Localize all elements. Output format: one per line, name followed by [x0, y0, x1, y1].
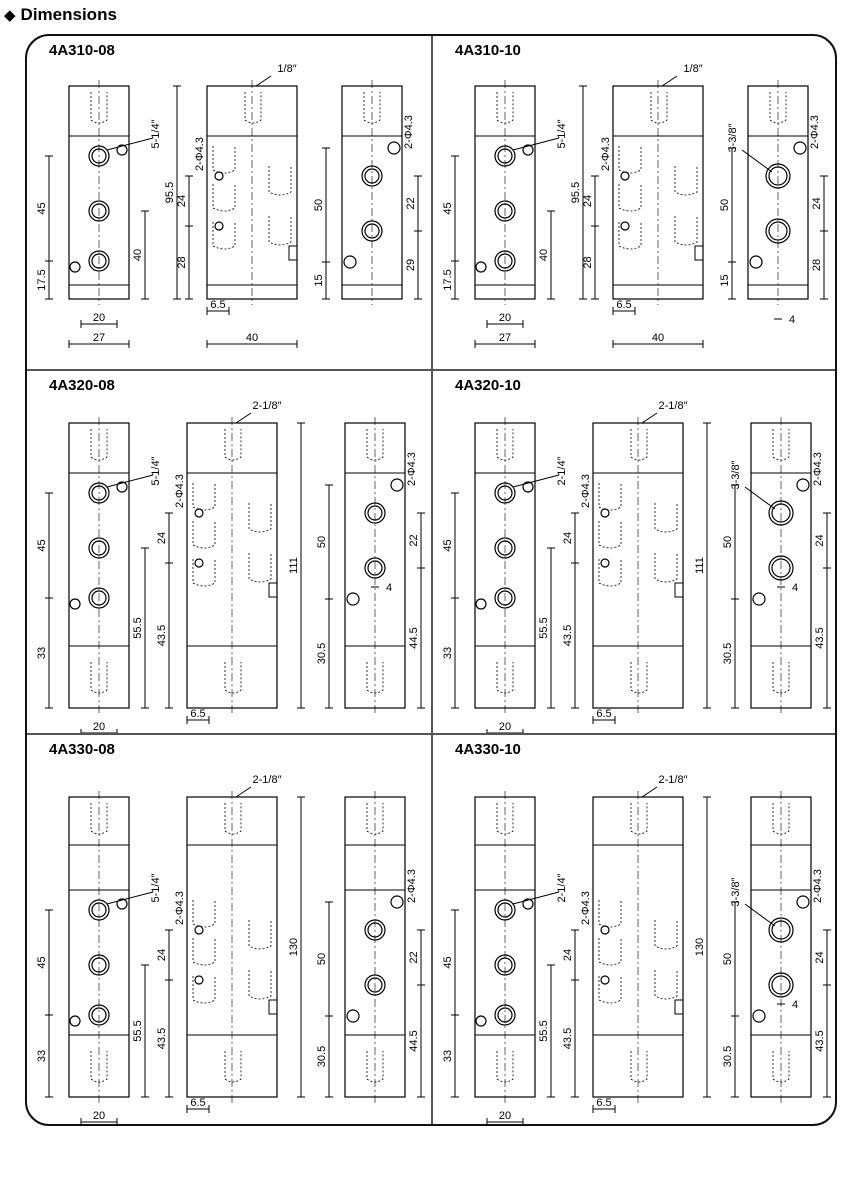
- drawing-group: [36, 774, 425, 1126]
- height-mid-label: 55.5: [132, 617, 144, 639]
- out-port-label: 1/8″: [683, 63, 703, 75]
- thread-hidden-line: [193, 938, 215, 965]
- in-port-label: 5-1/4″: [150, 119, 162, 149]
- panel-4a310-10: [433, 36, 837, 369]
- mount-hole-label: 2-Φ4.3: [600, 137, 612, 171]
- in-port-label: 5-1/4″: [150, 873, 162, 903]
- height-50-label: 50: [316, 535, 328, 549]
- panel-4a320-08: [27, 371, 431, 733]
- thread-hidden-line: [193, 559, 215, 586]
- width-27-label: 27: [92, 332, 106, 344]
- right-pitch-label: 22: [405, 197, 417, 210]
- model-title: 4A310-08: [49, 42, 115, 59]
- height-45-label: 45: [442, 202, 454, 215]
- height-low-label: 33: [442, 646, 454, 660]
- height-50-label: 50: [722, 952, 734, 966]
- mount-hole: [195, 976, 203, 984]
- thread-hidden-line: [213, 222, 235, 249]
- thread-hidden-line: [675, 216, 697, 245]
- mount-hole-label: 2-Φ4.3: [580, 474, 592, 508]
- mount-hole-label: 2-Φ4.3: [174, 891, 186, 925]
- thread-hidden-line: [225, 429, 241, 460]
- in-port-label: 2-1/4″: [556, 873, 568, 903]
- panel-4a330-08: [27, 735, 431, 1126]
- in-port-label: 5-1/4″: [556, 119, 568, 149]
- thread-hidden-line: [655, 920, 677, 949]
- base-label: 43.5: [156, 624, 168, 647]
- pilot-port: [269, 1000, 277, 1014]
- thread-hidden-line: [619, 146, 641, 173]
- body-width-label: 40: [245, 332, 259, 344]
- mount-hole: [70, 1016, 80, 1026]
- thread-hidden-line: [655, 553, 677, 582]
- mount-hole: [797, 896, 809, 908]
- model-title: 4A320-10: [455, 377, 521, 394]
- mount-hole-label: 2-Φ4.3: [174, 474, 186, 508]
- out-port-label: 2-1/8″: [252, 774, 282, 786]
- mount-hole-label: 2-Φ4.3: [809, 115, 821, 149]
- panel-4a310-08: [27, 36, 431, 369]
- leader-line: [107, 475, 153, 487]
- pilot-port: [289, 246, 297, 260]
- mount-hole: [476, 599, 486, 609]
- panel-4a330-10: [433, 735, 837, 1126]
- right-low-label: 29: [405, 258, 417, 272]
- drawing-group: [36, 400, 425, 733]
- port-gap-label: 4: [788, 314, 796, 326]
- mount-hole: [601, 976, 609, 984]
- thread-hidden-line: [245, 92, 261, 123]
- out-port-label: 1/8″: [277, 63, 297, 75]
- width-20-label: 20: [498, 312, 512, 324]
- thread-hidden-line: [225, 803, 241, 834]
- section-title: Dimensions: [20, 5, 117, 24]
- pilot-port: [675, 1000, 683, 1014]
- right-pitch-label: 22: [408, 951, 420, 964]
- height-mid-label: 55.5: [132, 1020, 144, 1042]
- height-45-label: 45: [442, 956, 454, 969]
- thread-hidden-line: [249, 920, 271, 949]
- right-port-label: 3-3/8″: [727, 123, 739, 153]
- thread-hidden-line: [249, 970, 271, 999]
- base-label: 43.5: [562, 1027, 574, 1050]
- leader-line: [742, 150, 772, 172]
- right-low-label: 28: [811, 258, 823, 272]
- thread-hidden-line: [225, 1051, 241, 1082]
- height-mid-label: 55.5: [538, 617, 550, 639]
- leader-line: [642, 787, 657, 797]
- port-gap-label: 4: [385, 582, 393, 594]
- model-title: 4A330-08: [49, 741, 115, 758]
- right-low-label: 44.5: [408, 627, 420, 649]
- right-low-label: 44.5: [408, 1030, 420, 1052]
- pitch-label: 24: [156, 948, 168, 962]
- width-20-label: 20: [92, 721, 106, 733]
- mount-hole-label: 2-Φ4.3: [194, 137, 206, 171]
- leader-line: [256, 76, 271, 86]
- width-20-label: 20: [92, 312, 106, 324]
- port-gap-label: 4: [791, 582, 799, 594]
- right-base-label: 15: [313, 274, 325, 287]
- thread-hidden-line: [631, 803, 647, 834]
- height-50-label: 50: [313, 198, 325, 212]
- drawing-group: [36, 63, 422, 348]
- mount-hole: [621, 222, 629, 230]
- leader-line: [107, 892, 153, 904]
- total-height-label: 130: [288, 937, 300, 957]
- height-mid-label: 55.5: [538, 1020, 550, 1042]
- thread-hidden-line: [193, 483, 215, 510]
- body-width-label: 40: [651, 332, 665, 344]
- pitch-label: 24: [562, 948, 574, 962]
- pilot-port: [695, 246, 703, 260]
- right-port-label: 3-3/8″: [730, 877, 742, 907]
- leader-line: [236, 787, 251, 797]
- right-pitch-label: 22: [408, 534, 420, 547]
- in-port-label: 5-1/4″: [150, 456, 162, 486]
- height-low-label: 17.5: [442, 269, 454, 291]
- offset-label: 6.5: [210, 299, 226, 311]
- thread-hidden-line: [269, 166, 291, 195]
- right-base-label: 30.5: [316, 642, 328, 665]
- leader-line: [236, 413, 251, 423]
- thread-hidden-line: [599, 938, 621, 965]
- panel-4a320-10: [433, 371, 837, 733]
- panel-drawing: [27, 735, 431, 1126]
- height-45-label: 45: [36, 956, 48, 969]
- height-low-label: 33: [36, 1049, 48, 1063]
- pitch-label: 24: [176, 194, 188, 208]
- height-mid-label: 40: [538, 248, 550, 262]
- drawing-group: [442, 774, 831, 1126]
- section-header: [4, 2, 117, 28]
- thread-hidden-line: [599, 559, 621, 586]
- mount-hole: [70, 262, 80, 272]
- leader-line: [513, 475, 559, 487]
- width-20-label: 20: [498, 1110, 512, 1122]
- leader-line: [513, 138, 559, 150]
- right-pitch-label: 24: [814, 951, 826, 964]
- mount-hole: [797, 479, 809, 491]
- thread-hidden-line: [631, 662, 647, 693]
- mount-hole: [753, 593, 765, 605]
- in-port-label: 2-1/4″: [556, 456, 568, 486]
- leader-line: [745, 487, 775, 509]
- leader-line: [745, 904, 775, 926]
- thread-hidden-line: [193, 900, 215, 927]
- drawing-group: [442, 63, 828, 348]
- model-title: 4A330-10: [455, 741, 521, 758]
- model-title: 4A320-08: [49, 377, 115, 394]
- right-base-label: 15: [719, 274, 731, 287]
- thread-hidden-line: [193, 976, 215, 1003]
- diamond-bullet-icon: ◆: [4, 7, 16, 24]
- offset-label: 6.5: [596, 1097, 612, 1109]
- right-pitch-label: 24: [814, 534, 826, 547]
- panel-drawing: [27, 36, 431, 369]
- height-50-label: 50: [719, 198, 731, 212]
- thread-hidden-line: [631, 429, 647, 460]
- port-gap-label: 4: [791, 999, 799, 1011]
- mount-hole-label: 2-Φ4.3: [406, 869, 418, 903]
- mount-hole: [391, 479, 403, 491]
- total-height-label: 95.5: [570, 181, 582, 204]
- mount-hole: [601, 926, 609, 934]
- mount-hole-label: 2-Φ4.3: [406, 452, 418, 486]
- right-pitch-label: 24: [811, 197, 823, 210]
- mount-hole: [215, 222, 223, 230]
- thread-hidden-line: [655, 970, 677, 999]
- pilot-port: [675, 583, 683, 597]
- mount-hole: [70, 599, 80, 609]
- mount-hole-label: 2-Φ4.3: [812, 452, 824, 486]
- mount-hole: [391, 896, 403, 908]
- thread-hidden-line: [249, 553, 271, 582]
- mount-hole: [601, 509, 609, 517]
- height-45-label: 45: [36, 202, 48, 215]
- thread-hidden-line: [193, 521, 215, 548]
- base-label: 43.5: [156, 1027, 168, 1050]
- right-low-label: 43.5: [814, 1030, 826, 1052]
- thread-hidden-line: [619, 184, 641, 211]
- height-45-label: 45: [36, 539, 48, 552]
- height-low-label: 17.5: [36, 269, 48, 291]
- total-height-label: 111: [288, 557, 300, 574]
- height-50-label: 50: [722, 535, 734, 549]
- right-base-label: 30.5: [316, 1045, 328, 1068]
- offset-label: 6.5: [190, 1097, 206, 1109]
- mount-hole: [347, 1010, 359, 1022]
- height-45-label: 45: [442, 539, 454, 552]
- base-label: 28: [582, 256, 594, 269]
- total-height-label: 95.5: [164, 181, 176, 204]
- height-mid-label: 40: [132, 248, 144, 262]
- right-port-label: 3-3/8″: [730, 460, 742, 490]
- thread-hidden-line: [599, 900, 621, 927]
- thread-hidden-line: [655, 503, 677, 532]
- height-low-label: 33: [36, 646, 48, 660]
- thread-hidden-line: [213, 184, 235, 211]
- thread-hidden-line: [599, 521, 621, 548]
- panel-drawing: [433, 735, 837, 1126]
- leader-line: [642, 413, 657, 423]
- model-title: 4A310-10: [455, 42, 521, 59]
- panel-drawing: [433, 371, 837, 733]
- thread-hidden-line: [675, 166, 697, 195]
- mount-hole: [195, 509, 203, 517]
- thread-hidden-line: [651, 92, 667, 123]
- total-height-label: 130: [694, 937, 706, 957]
- height-50-label: 50: [316, 952, 328, 966]
- mount-hole: [215, 172, 223, 180]
- out-port-label: 2-1/8″: [658, 400, 688, 412]
- mount-hole: [621, 172, 629, 180]
- mount-hole: [347, 593, 359, 605]
- thread-hidden-line: [225, 662, 241, 693]
- mount-hole: [195, 559, 203, 567]
- mount-hole: [753, 1010, 765, 1022]
- pilot-port: [269, 583, 277, 597]
- width-20-label: 20: [92, 1110, 106, 1122]
- leader-line: [513, 892, 559, 904]
- width-27-label: 27: [498, 332, 512, 344]
- panel-drawing: [433, 36, 837, 369]
- dimensions-frame: [25, 34, 837, 1126]
- thread-hidden-line: [213, 146, 235, 173]
- thread-hidden-line: [599, 976, 621, 1003]
- mount-hole: [195, 926, 203, 934]
- mount-hole-label: 2-Φ4.3: [403, 115, 415, 149]
- thread-hidden-line: [599, 483, 621, 510]
- pitch-label: 24: [562, 531, 574, 545]
- mount-hole: [476, 1016, 486, 1026]
- mount-hole-label: 2-Φ4.3: [580, 891, 592, 925]
- thread-hidden-line: [619, 222, 641, 249]
- thread-hidden-line: [631, 1051, 647, 1082]
- right-low-label: 43.5: [814, 627, 826, 649]
- mount-hole: [476, 262, 486, 272]
- mount-hole: [344, 256, 356, 268]
- leader-line: [107, 138, 153, 150]
- offset-label: 6.5: [616, 299, 632, 311]
- thread-hidden-line: [249, 503, 271, 532]
- total-height-label: 111: [694, 557, 706, 574]
- panel-drawing: [27, 371, 431, 733]
- height-low-label: 33: [442, 1049, 454, 1063]
- offset-label: 6.5: [596, 708, 612, 720]
- out-port-label: 2-1/8″: [658, 774, 688, 786]
- out-port-label: 2-1/8″: [252, 400, 282, 412]
- right-base-label: 30.5: [722, 642, 734, 665]
- pitch-label: 24: [582, 194, 594, 208]
- offset-label: 6.5: [190, 708, 206, 720]
- mount-hole: [750, 256, 762, 268]
- mount-hole-label: 2-Φ4.3: [812, 869, 824, 903]
- mount-hole: [794, 142, 806, 154]
- right-base-label: 30.5: [722, 1045, 734, 1068]
- drawing-group: [442, 400, 831, 733]
- base-label: 28: [176, 256, 188, 269]
- thread-hidden-line: [269, 216, 291, 245]
- mount-hole: [601, 559, 609, 567]
- width-20-label: 20: [498, 721, 512, 733]
- pitch-label: 24: [156, 531, 168, 545]
- mount-hole: [388, 142, 400, 154]
- leader-line: [662, 76, 677, 86]
- base-label: 43.5: [562, 624, 574, 647]
